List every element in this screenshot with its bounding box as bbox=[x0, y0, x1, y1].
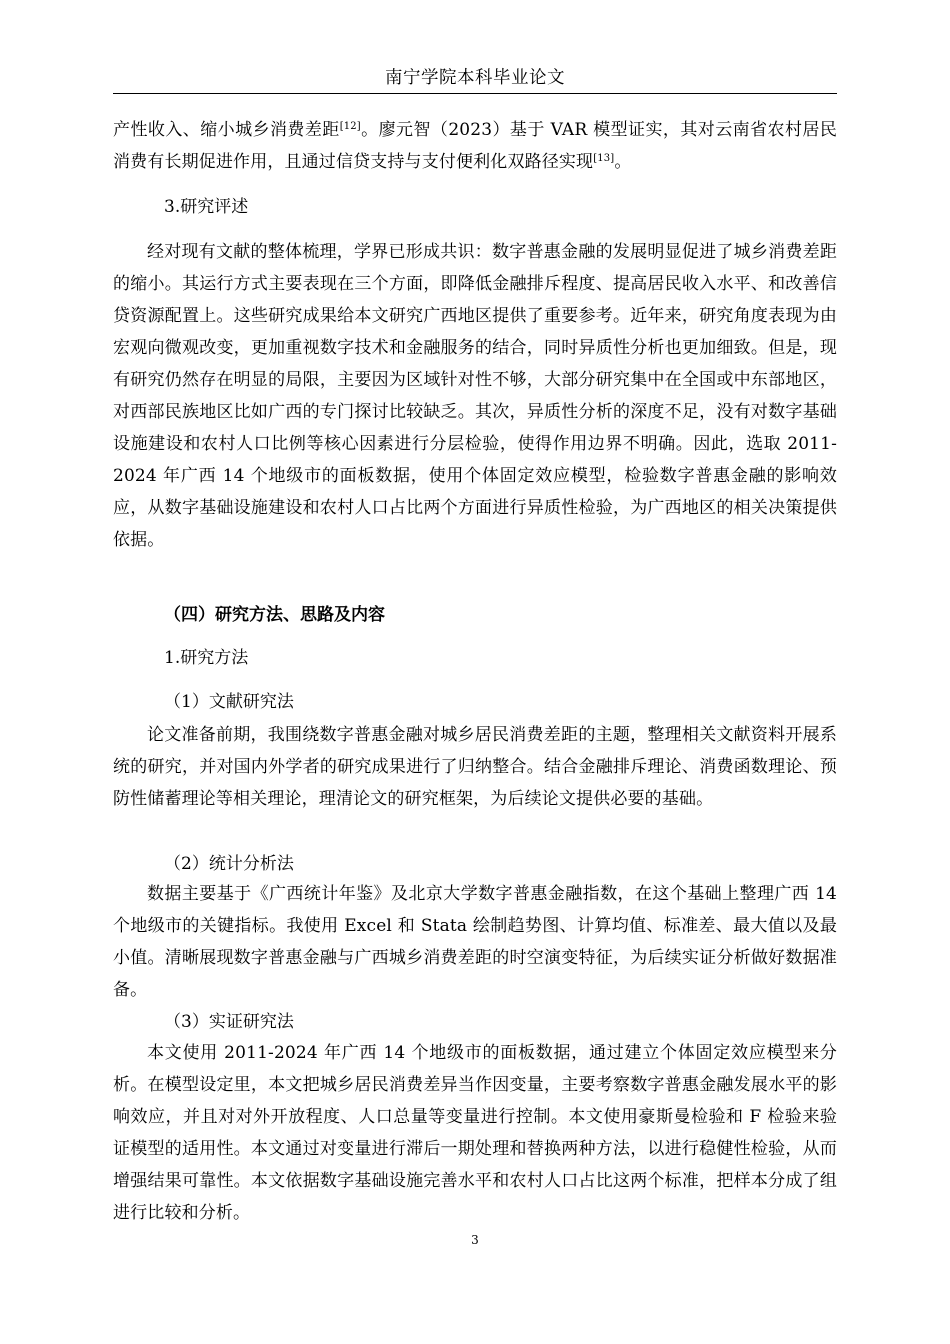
citation-ref: [12] bbox=[339, 121, 361, 132]
paragraph-text: 。 bbox=[614, 152, 632, 172]
page-number: 3 bbox=[471, 1233, 479, 1247]
subsection-heading-literature: （1）文献研究法 bbox=[164, 692, 294, 712]
subsection-heading-statistics: （2）统计分析法 bbox=[164, 854, 294, 874]
subsection-heading-empirical: （3）实证研究法 bbox=[164, 1012, 294, 1032]
paragraph-literature-method: 论文准备前期，我围绕数字普惠金融对城乡居民消费差距的主题，整理相关文献资料开展系统的研究，并对国内外学者的研究成果进行了归纳整合。结合金融排斥理论、消费函数理论、预防性储蓄理论等相关理论，理清论文的研究框架，为后续论文提供必要的基础。 bbox=[113, 725, 837, 809]
paragraph-empirical-method: 本文使用 2011-2024 年广西 14 个地级市的面板数据，通过建立个体固定效应模型来分析。在模型设定里，本文把城乡居民消费差异当作因变量，主要考察数字普惠金融发展水平的影响效应，并且对对外开放程度、人口总量等变量进行控制。本文使用豪斯曼检验和 F 检验来验证模型的适用性。本文通过对变量进行滞后一期处理和替换两种方法，以进行稳健性检验，从而增强结果可靠性。本文依据数字基础设施完善水平和农村人口占比这两个标准，把样本分成了组进行比较和分析。 bbox=[113, 1043, 837, 1223]
paragraph-review: 经对现有文献的整体梳理，学界已形成共识：数字普惠金融的发展明显促进了城乡消费差距的缩小。其运行方式主要表现在三个方面，即降低金融排斥程度、提高居民收入水平、和改善信贷资源配置上。这些研究成果给本文研究广西地区提供了重要参考。近年来，研究角度表现为由宏观向微观改变，更加重视数字技术和金融服务的结合，同时异质性分析也更加细致。但是，现有研究仍然存在明显的局限，主要因为区域针对性不够，大部分研究集中在全国或中东部地区，对西部民族地区比如广西的专门探讨比较缺乏。其次，异质性分析的深度不足，没有对数字基础设施建设和农村人口比例等核心因素进行分层检验，使得作用边界不明确。因此，选取 2011-2024 年广西 14 个地级市的面板数据，使用个体固定效应模型，检验数字普惠金融的影响效应，从数字基础设施建设和农村人口占比两个方面进行异质性检验，为广西地区的相关决策提供依据。 bbox=[113, 242, 837, 550]
page-header-title: 南宁学院本科毕业论文 bbox=[385, 68, 565, 88]
section-heading-review: 3.研究评述 bbox=[164, 197, 249, 217]
section-heading-methods-outline: （四）研究方法、思路及内容 bbox=[164, 605, 385, 625]
citation-ref: [13] bbox=[593, 153, 615, 164]
paragraph-text: 产性收入、缩小城乡消费差距 bbox=[113, 120, 340, 140]
paragraph-statistics-method: 数据主要基于《广西统计年鉴》及北京大学数字普惠金融指数，在这个基础上整理广西 14 个地级市的关键指标。我使用 Excel 和 Stata 绘制趋势图、计算均值、标准差、最大值以及最小值。清晰展现数字普惠金融与广西城乡消费差距的时空演变特征，为后续实证分析做好数据准备。 bbox=[113, 884, 837, 1000]
paragraph-text: 。廖元智（2023）基于 VAR 模型证实，其对云南省农村居民消费有长期促进作用，且通过信贷支持与支付便利化双路径实现 bbox=[113, 120, 838, 172]
subsection-heading-methods: 1.研究方法 bbox=[164, 648, 249, 668]
paragraph-continuation bbox=[113, 114, 837, 178]
header-divider bbox=[113, 93, 837, 94]
